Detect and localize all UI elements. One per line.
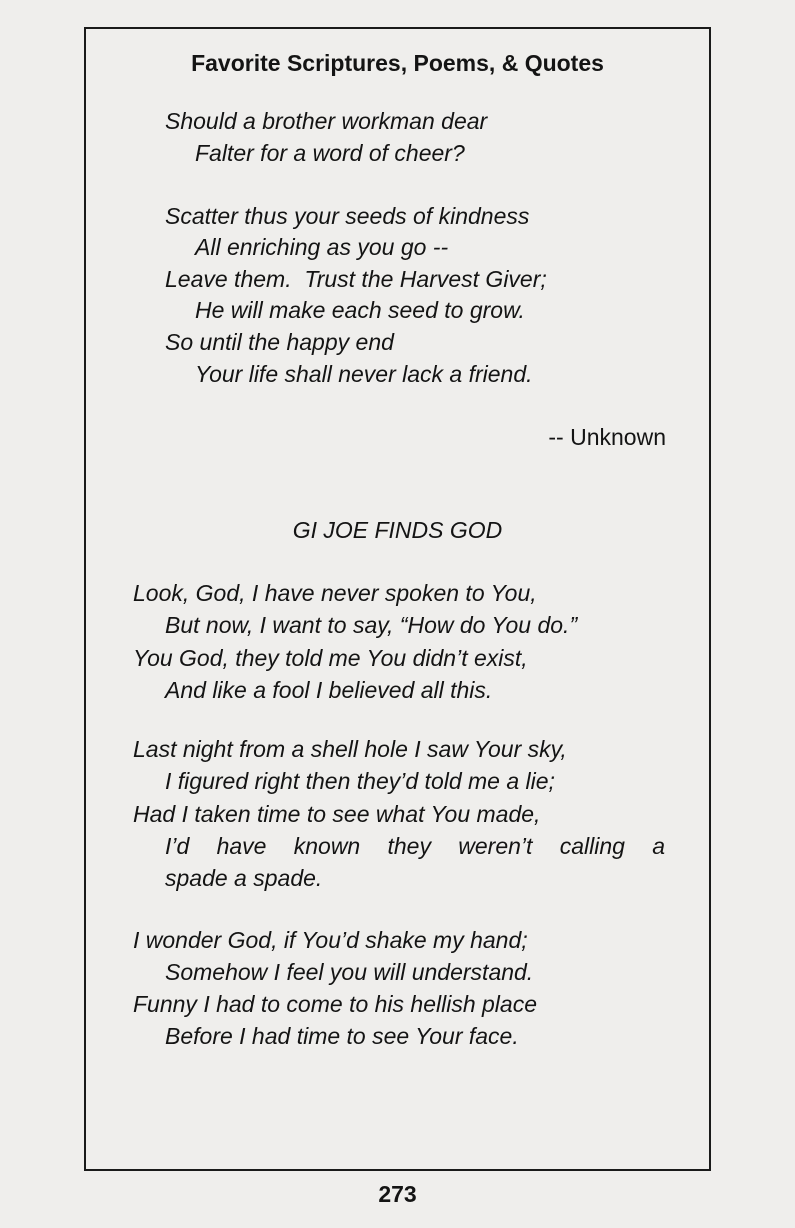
poem-line: All enriching as you go --	[195, 234, 449, 260]
word: weren’t	[458, 833, 533, 859]
poem-line: Should a brother workman dear	[165, 108, 488, 134]
justified-poem-line	[165, 835, 665, 858]
poem-line: spade a spade.	[165, 865, 323, 891]
poem-line: Had I taken time to see what You made,	[133, 801, 541, 827]
poem-line: Look, God, I have never spoken to You,	[133, 580, 537, 606]
page-number: 273	[378, 1181, 417, 1207]
poem-line: Falter for a word of cheer?	[195, 140, 465, 166]
poem-line: Scatter thus your seeds of kindness	[165, 203, 530, 229]
poem-attribution: -- Unknown	[548, 424, 666, 450]
poem-title: GI JOE FINDS GOD	[292, 517, 503, 543]
poem-line: So until the happy end	[165, 329, 394, 355]
word: they	[387, 833, 431, 859]
word: have	[216, 833, 267, 859]
poem-line: I figured right then they’d told me a lie;	[165, 768, 555, 794]
page-heading: Favorite Scriptures, Poems, & Quotes	[191, 50, 604, 76]
poem-line: Your life shall never lack a friend.	[195, 361, 533, 387]
poem-line: Funny I had to come to his hellish place	[133, 991, 538, 1017]
poem-line: Somehow I feel you will understand.	[165, 959, 534, 985]
poem-line: And like a fool I believed all this.	[165, 677, 493, 703]
word: I’d	[165, 833, 190, 859]
poem-line: You God, they told me You didn’t exist,	[133, 645, 528, 671]
poem-line: But now, I want to say, “How do You do.”	[165, 612, 578, 638]
word: a	[652, 833, 665, 859]
poem-line: Leave them. Trust the Harvest Giver;	[165, 266, 547, 292]
poem-line: Last night from a shell hole I saw Your sky,	[133, 736, 567, 762]
poem-line: He will make each seed to grow.	[195, 297, 525, 323]
poem-line: Before I had time to see Your face.	[165, 1023, 519, 1049]
poem-line: I wonder God, if You’d shake my hand;	[133, 927, 528, 953]
word: calling	[559, 833, 625, 859]
word: known	[293, 833, 361, 859]
